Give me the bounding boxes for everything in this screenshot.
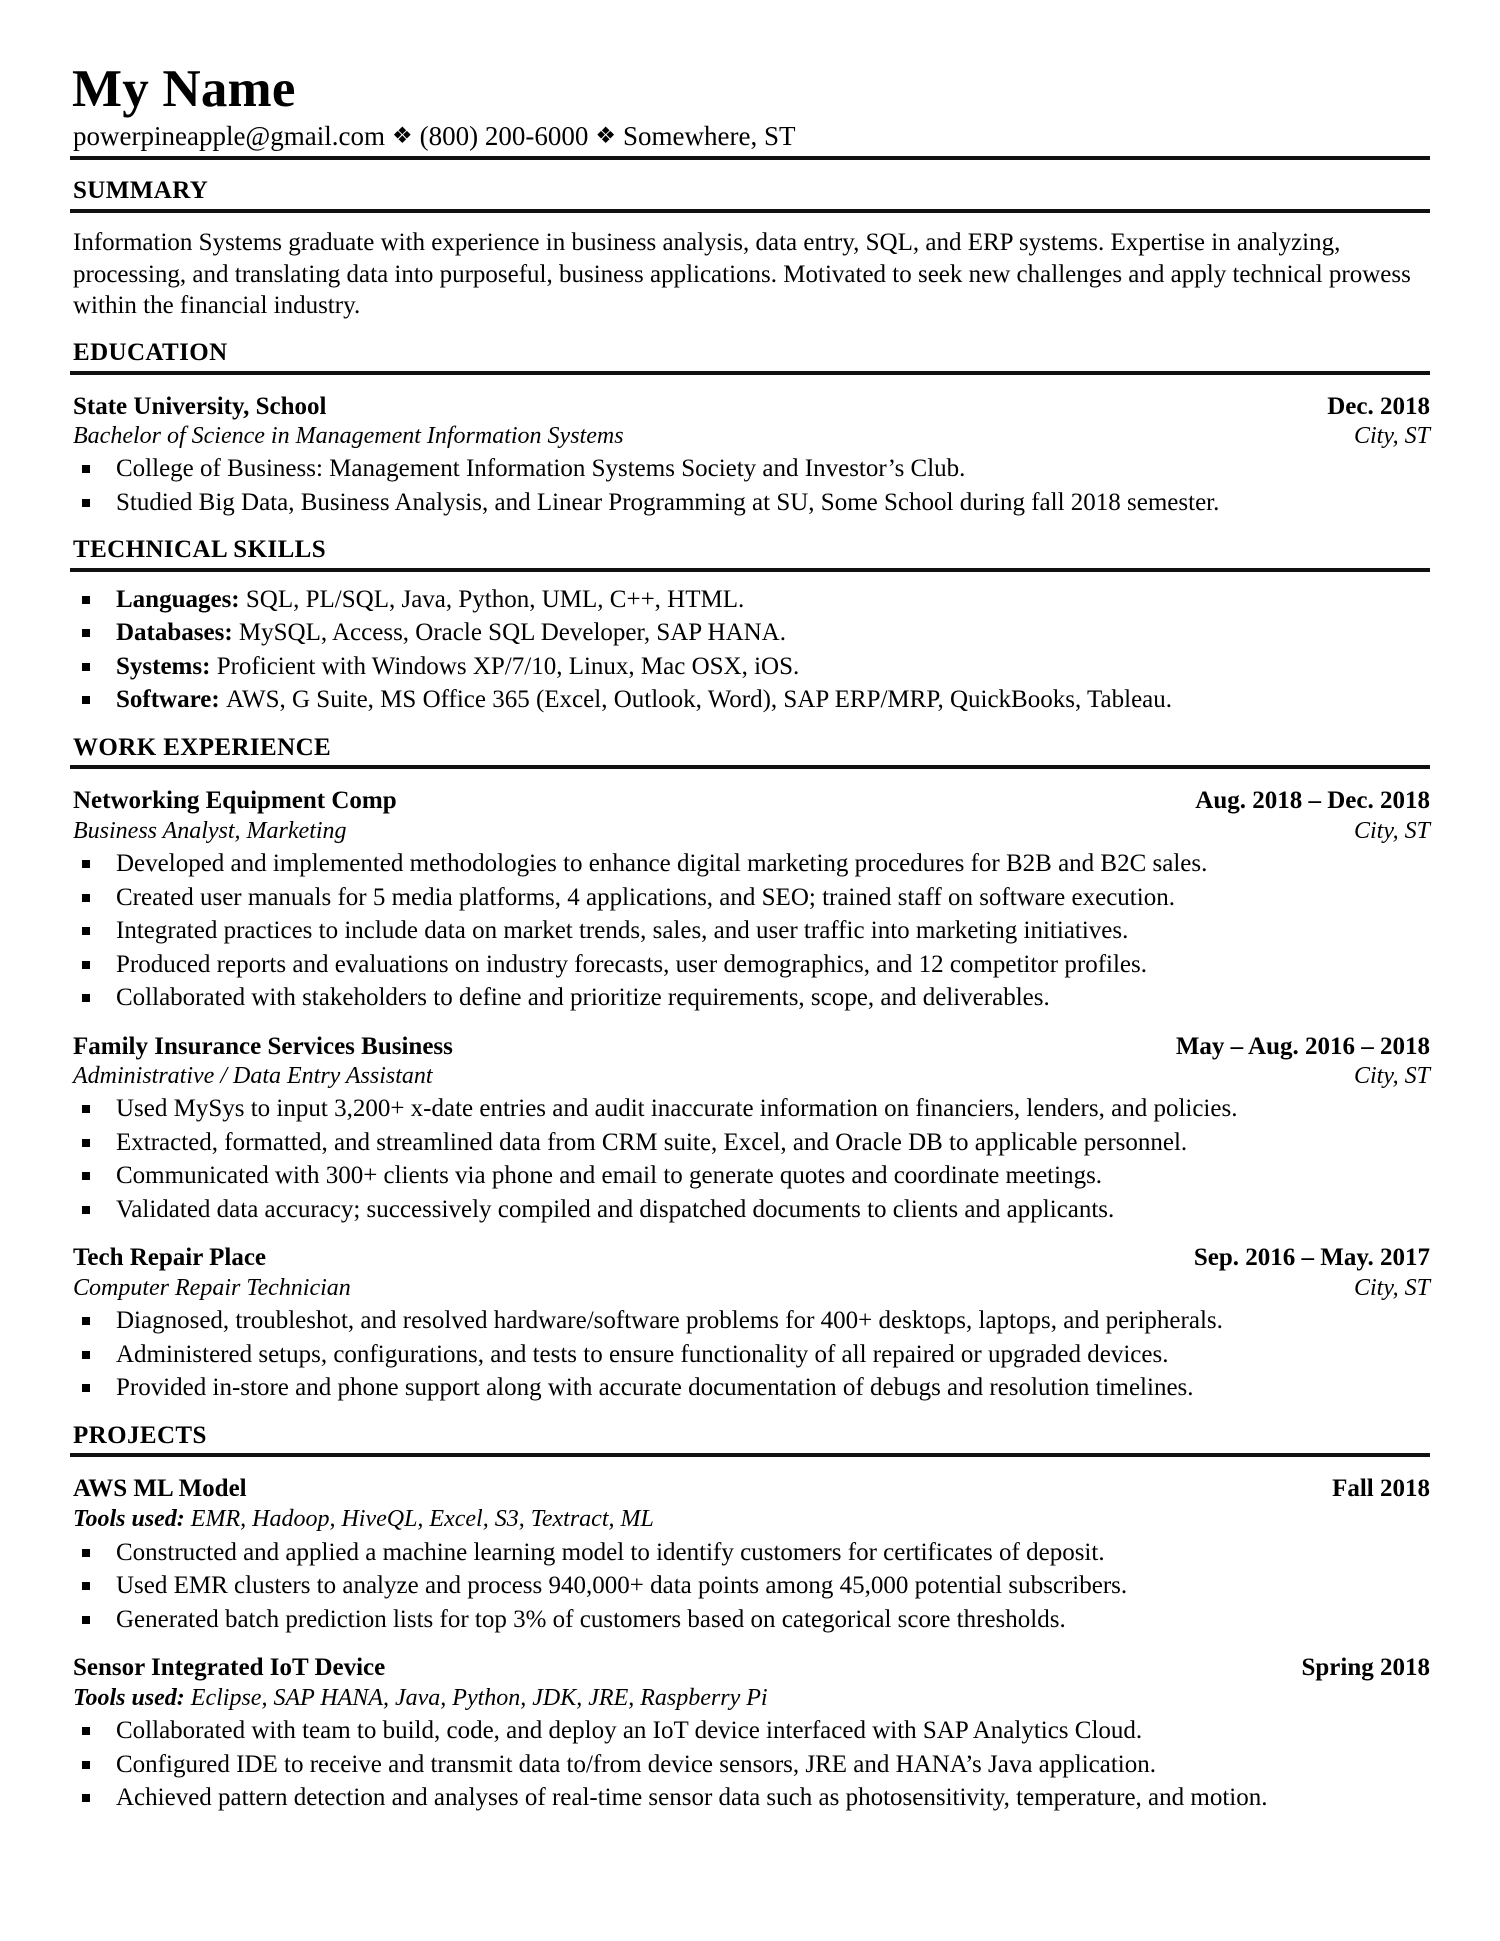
resume-entry xyxy=(70,1653,1430,1815)
bullet-item xyxy=(70,1093,1430,1126)
square-bullet-icon xyxy=(82,499,90,507)
tools-used-value: EMR, Hadoop, HiveQL, Excel, S3, Textract, ML xyxy=(184,1505,654,1532)
entry-date: Fall 2018 xyxy=(1332,1475,1430,1503)
education-entry-list xyxy=(70,392,1430,520)
bullet-item xyxy=(70,1782,1430,1815)
summary-paragraph: Information Systems graduate with experience in business analysis, data entry, SQL, and ERP systems. Expertise in analyzing, processing, and translating data into purposeful, business applications. Motivated to seek new challenges and apply technical prowess within the financial industry. xyxy=(73,228,1411,320)
contact-line xyxy=(73,120,1430,152)
entry-date: Dec. 2018 xyxy=(1327,392,1430,420)
tools-used-line xyxy=(73,1684,1430,1714)
bullet-text: Validated data accuracy; successively compiled and dispatched documents to clients and applicants. xyxy=(116,1195,1115,1223)
bullet-item xyxy=(70,1339,1430,1372)
bullet-text: Created user manuals for 5 media platforms, 4 applications, and SEO; trained staff on software execution. xyxy=(116,883,1175,911)
bullet-item xyxy=(70,1604,1430,1637)
entry-date: Sep. 2016 – May. 2017 xyxy=(1193,1244,1430,1272)
skill-label: Languages: xyxy=(116,585,246,613)
resume-entry xyxy=(70,1474,1430,1636)
bullet-text: Diagnosed, troubleshot, and resolved hardware/software problems for 400+ desktops, laptops, and peripherals. xyxy=(116,1307,1223,1335)
bullet-item xyxy=(70,848,1430,881)
square-bullet-icon xyxy=(82,961,90,969)
skill-item xyxy=(70,584,1430,617)
tools-used-line xyxy=(73,1505,1430,1535)
diamond-separator-icon: ❖ xyxy=(595,123,617,149)
bullet-item xyxy=(70,915,1430,948)
entry-subtitle: Bachelor of Science in Management Information Systems xyxy=(73,423,624,450)
location-text: Somewhere, ST xyxy=(623,121,796,152)
entry-row xyxy=(70,817,1430,846)
email-text: powerpineapple@gmail.com xyxy=(73,121,386,152)
entry-row xyxy=(70,1032,1430,1063)
entry-location: City, ST xyxy=(1353,423,1430,450)
bullet-text: Configured IDE to receive and transmit data to/from device sensors, JRE and HANA’s Java application. xyxy=(116,1750,1157,1778)
square-bullet-icon xyxy=(82,1206,90,1214)
bullet-text: Communicated with 300+ clients via phone and email to generate quotes and coordinate meetings. xyxy=(116,1162,1103,1190)
entry-title: AWS ML Model xyxy=(73,1475,247,1503)
bullet-item xyxy=(70,487,1430,520)
entry-row xyxy=(70,1274,1430,1303)
resume-entry xyxy=(70,1243,1430,1404)
square-bullet-icon xyxy=(82,1351,90,1359)
section-divider xyxy=(70,209,1430,213)
section-heading: WORK EXPERIENCE xyxy=(73,733,332,761)
square-bullet-icon xyxy=(82,1727,90,1735)
skill-item xyxy=(70,617,1430,650)
phone-text: (800) 200-6000 xyxy=(419,121,589,152)
square-bullet-icon xyxy=(82,860,90,868)
entry-row xyxy=(70,1653,1430,1684)
bullet-text: College of Business: Management Information Systems Society and Investor’s Club. xyxy=(116,455,966,483)
square-bullet-icon xyxy=(82,663,90,671)
entry-row xyxy=(70,1062,1430,1091)
square-bullet-icon xyxy=(82,894,90,902)
entry-title: Family Insurance Services Business xyxy=(73,1032,453,1060)
entry-row xyxy=(70,786,1430,817)
square-bullet-icon xyxy=(82,1317,90,1325)
entry-title: Sensor Integrated IoT Device xyxy=(73,1654,386,1681)
header-divider xyxy=(70,156,1430,160)
work-entry-list xyxy=(70,786,1430,1404)
entry-location: City, ST xyxy=(1353,817,1430,844)
entry-subtitle: Business Analyst, Marketing xyxy=(73,817,347,844)
project-entry-list xyxy=(70,1474,1430,1815)
tools-used-label: Tools used: xyxy=(73,1684,185,1711)
bullet-item xyxy=(70,949,1430,982)
entry-row xyxy=(70,422,1430,451)
square-bullet-icon xyxy=(82,1384,90,1392)
section-divider xyxy=(70,765,1430,769)
bullet-text: Studied Big Data, Business Analysis, and Linear Programming at SU, Some School during fall 2018 semester. xyxy=(116,488,1220,516)
skill-label: Databases: xyxy=(116,619,239,647)
entry-subtitle: Administrative / Data Entry Assistant xyxy=(73,1063,433,1090)
resume-header xyxy=(70,62,1430,160)
entry-row xyxy=(70,1243,1430,1274)
bullet-text: Developed and implemented methodologies to enhance digital marketing procedures for B2B and B2C sales. xyxy=(116,850,1208,878)
bullet-text: Used EMR clusters to analyze and process 940,000+ data points among 45,000 potential subscribers. xyxy=(116,1572,1128,1599)
entry-date: May – Aug. 2016 – 2018 xyxy=(1175,1032,1430,1060)
resume-entry xyxy=(70,392,1430,520)
skill-value: AWS, G Suite, MS Office 365 (Excel, Outlook, Word), SAP ERP/MRP, QuickBooks, Tableau. xyxy=(225,686,1173,714)
section-divider xyxy=(70,371,1430,375)
entry-title: Networking Equipment Comp xyxy=(73,787,397,815)
entry-date: Spring 2018 xyxy=(1301,1654,1430,1681)
bullet-list xyxy=(70,1715,1430,1815)
entry-title: State University, School xyxy=(73,392,327,420)
section-education xyxy=(70,338,1430,519)
square-bullet-icon xyxy=(82,1761,90,1769)
bullet-text: Integrated practices to include data on market trends, sales, and user traffic into marketing initiatives. xyxy=(116,917,1129,945)
square-bullet-icon xyxy=(82,1172,90,1180)
skill-label: Software: xyxy=(116,686,226,714)
skill-item xyxy=(70,684,1430,717)
bullet-item xyxy=(70,882,1430,915)
square-bullet-icon xyxy=(82,1616,90,1624)
bullet-text: Used MySys to input 3,200+ x-date entries and audit inaccurate information on financiers, lenders, and policies. xyxy=(116,1095,1238,1123)
square-bullet-icon xyxy=(82,994,90,1002)
section-technical-skills xyxy=(70,535,1430,717)
section-heading: TECHNICAL SKILLS xyxy=(73,536,327,564)
section-divider xyxy=(70,568,1430,572)
bullet-item xyxy=(70,982,1430,1015)
bullet-item xyxy=(70,1127,1430,1160)
section-heading: EDUCATION xyxy=(73,339,228,367)
bullet-text: Achieved pattern detection and analyses of real-time sensor data such as photosensitivity, temperature, and motion. xyxy=(116,1784,1268,1812)
tools-used-label: Tools used: xyxy=(73,1505,185,1532)
square-bullet-icon xyxy=(82,596,90,604)
skills-list xyxy=(70,584,1430,717)
square-bullet-icon xyxy=(82,1794,90,1802)
resume-entry xyxy=(70,786,1430,1014)
bullet-text: Produced reports and evaluations on industry forecasts, user demographics, and 12 competitor profiles. xyxy=(116,950,1147,978)
entry-row xyxy=(70,1474,1430,1505)
bullet-list xyxy=(70,1093,1430,1226)
skill-value: MySQL, Access, Oracle SQL Developer, SAP HANA. xyxy=(238,619,786,647)
bullet-item xyxy=(70,1372,1430,1405)
section-divider xyxy=(70,1453,1430,1457)
resume-entry xyxy=(70,1032,1430,1227)
bullet-item xyxy=(70,1570,1430,1603)
bullet-item xyxy=(70,1305,1430,1338)
entry-row xyxy=(70,392,1430,423)
section-summary xyxy=(70,176,1430,322)
square-bullet-icon xyxy=(82,465,90,473)
entry-location: City, ST xyxy=(1353,1063,1430,1090)
square-bullet-icon xyxy=(82,1139,90,1147)
bullet-text: Extracted, formatted, and streamlined data from CRM suite, Excel, and Oracle DB to applicable personnel. xyxy=(116,1128,1188,1156)
skill-value: Proficient with Windows XP/7/10, Linux, Mac OSX, iOS. xyxy=(216,652,800,680)
bullet-item xyxy=(70,1194,1430,1227)
entry-title: Tech Repair Place xyxy=(73,1244,267,1272)
section-heading: SUMMARY xyxy=(73,177,209,205)
entry-location: City, ST xyxy=(1353,1274,1430,1301)
entry-subtitle: Computer Repair Technician xyxy=(73,1274,351,1301)
bullet-list xyxy=(70,453,1430,519)
skill-value: SQL, PL/SQL, Java, Python, UML, C++, HTML. xyxy=(245,585,745,613)
bullet-item xyxy=(70,453,1430,486)
square-bullet-icon xyxy=(82,629,90,637)
square-bullet-icon xyxy=(82,927,90,935)
bullet-item xyxy=(70,1749,1430,1782)
bullet-list xyxy=(70,1537,1430,1637)
bullet-text: Generated batch prediction lists for top 3% of customers based on categorical score thresholds. xyxy=(116,1605,1066,1633)
bullet-text: Administered setups, configurations, and tests to ensure functionality of all repaired or upgraded devices. xyxy=(116,1340,1169,1368)
bullet-text: Provided in-store and phone support along with accurate documentation of debugs and resolution timelines. xyxy=(116,1374,1194,1402)
bullet-text: Collaborated with team to build, code, and deploy an IoT device interfaced with SAP Analytics Cloud. xyxy=(116,1717,1143,1745)
square-bullet-icon xyxy=(82,696,90,704)
bullet-text: Constructed and applied a machine learning model to identify customers for certificates of deposit. xyxy=(116,1538,1105,1566)
page-title: My Name xyxy=(72,60,296,118)
diamond-separator-icon: ❖ xyxy=(392,123,413,149)
square-bullet-icon xyxy=(82,1549,90,1557)
bullet-list xyxy=(70,848,1430,1015)
section-heading: PROJECTS xyxy=(73,1421,207,1449)
entry-date: Aug. 2018 – Dec. 2018 xyxy=(1195,787,1430,815)
tools-used-value: Eclipse, SAP HANA, Java, Python, JDK, JRE, Raspberry Pi xyxy=(184,1684,768,1711)
skill-item xyxy=(70,651,1430,684)
skill-label: Systems: xyxy=(116,652,217,680)
section-work-experience xyxy=(70,733,1430,1405)
bullet-list xyxy=(70,1305,1430,1405)
bullet-item xyxy=(70,1715,1430,1748)
bullet-text: Collaborated with stakeholders to define and prioritize requirements, scope, and deliverables. xyxy=(116,984,1050,1012)
bullet-item xyxy=(70,1160,1430,1193)
square-bullet-icon xyxy=(82,1582,90,1590)
bullet-item xyxy=(70,1537,1430,1570)
square-bullet-icon xyxy=(82,1105,90,1113)
section-projects xyxy=(70,1421,1430,1815)
